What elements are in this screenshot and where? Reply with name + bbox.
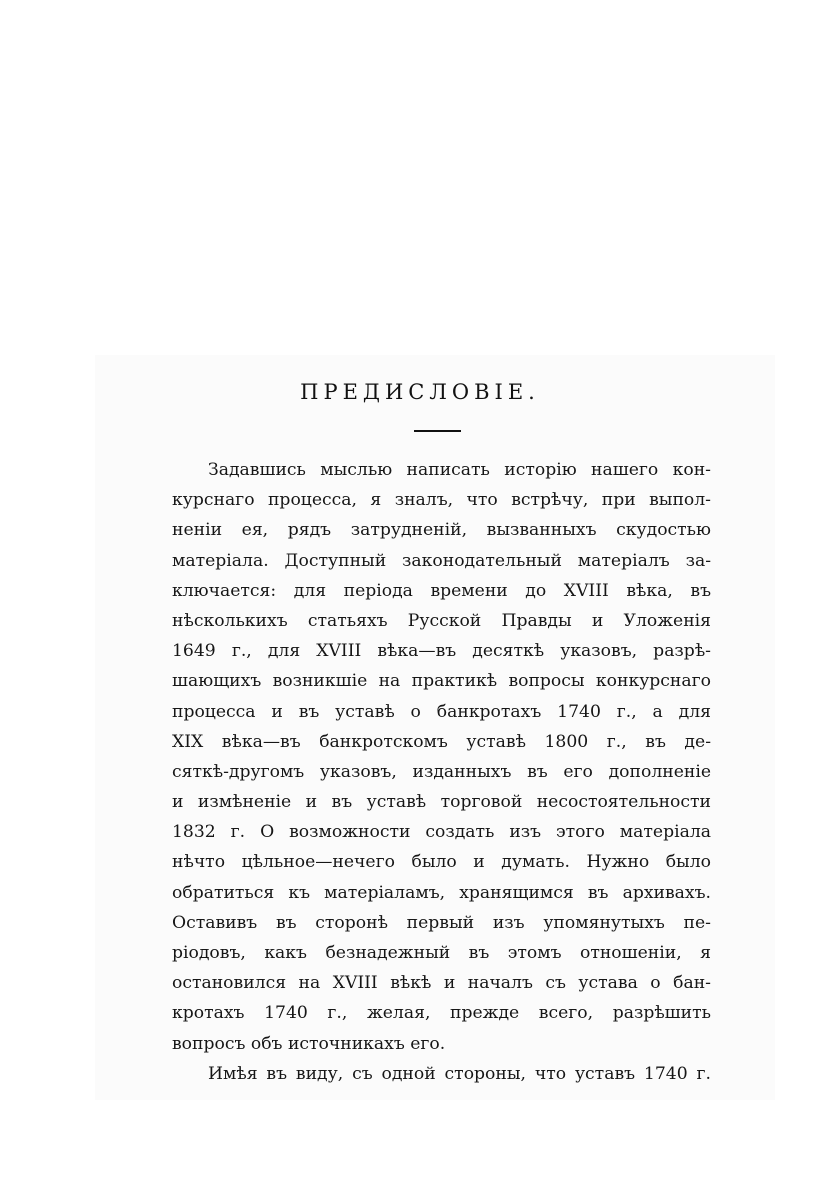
text-line: нѣсколькихъ статьяхъ Русской Правды и Уложенія	[172, 610, 711, 631]
text-line: процесса и въ уставѣ о банкротахъ 1740 г., а для	[172, 701, 711, 722]
text-line: Задавшись мыслью написать исторію нашего кон-	[208, 460, 711, 480]
text-line: Оставивъ въ сторонѣ первый изъ упомянутыхъ пе-	[172, 912, 711, 933]
text-line: XIX вѣка—въ банкротскомъ уставѣ 1800 г., въ де-	[172, 731, 711, 752]
text-line: Имѣя въ виду, съ одной стороны, что уставъ 1740 г.	[208, 1063, 711, 1084]
page-heading: ПРЕДИСЛОВІЕ.	[300, 380, 540, 404]
text-line: сяткѣ-другомъ указовъ, изданныхъ въ его дополненіе	[172, 761, 711, 782]
text-line: шающихъ возникшіе на практикѣ вопросы конкурснаго	[172, 671, 711, 692]
text-line: ключается: для періода времени до XVIII вѣка, въ	[172, 580, 711, 601]
text-line: нѣчто цѣльное—нечего было и думать. Нужно было	[172, 852, 711, 873]
text-line: матеріала. Доступный законодательный матеріалъ за-	[172, 550, 711, 571]
text-line: кротахъ 1740 г., желая, прежде всего, разрѣшить	[172, 1003, 711, 1024]
preface-text	[172, 455, 711, 1089]
text-line: курснаго процесса, я зналъ, что встрѣчу, при выпол-	[172, 490, 711, 511]
text-line: вопросъ объ источникахъ его.	[172, 1033, 446, 1054]
text-line: неніи ея, рядъ затрудненій, вызванныхъ скудостью	[172, 520, 711, 541]
text-line: обратиться къ матеріаламъ, хранящимся въ архивахъ.	[172, 882, 711, 903]
text-line: 1649 г., для XVIII вѣка—въ десяткѣ указовъ, разрѣ-	[172, 641, 711, 662]
text-line: остановился на XVIII вѣкѣ и началъ съ устава о бан-	[172, 973, 711, 994]
text-line: и измѣненіе и въ уставѣ торговой несостоятельности	[172, 792, 711, 813]
text-line: 1832 г. О возможности создать изъ этого матеріала	[172, 822, 711, 843]
text-line: ріодовъ, какъ безнадежный въ этомъ отношеніи, я	[172, 943, 711, 963]
heading-rule	[414, 430, 461, 432]
